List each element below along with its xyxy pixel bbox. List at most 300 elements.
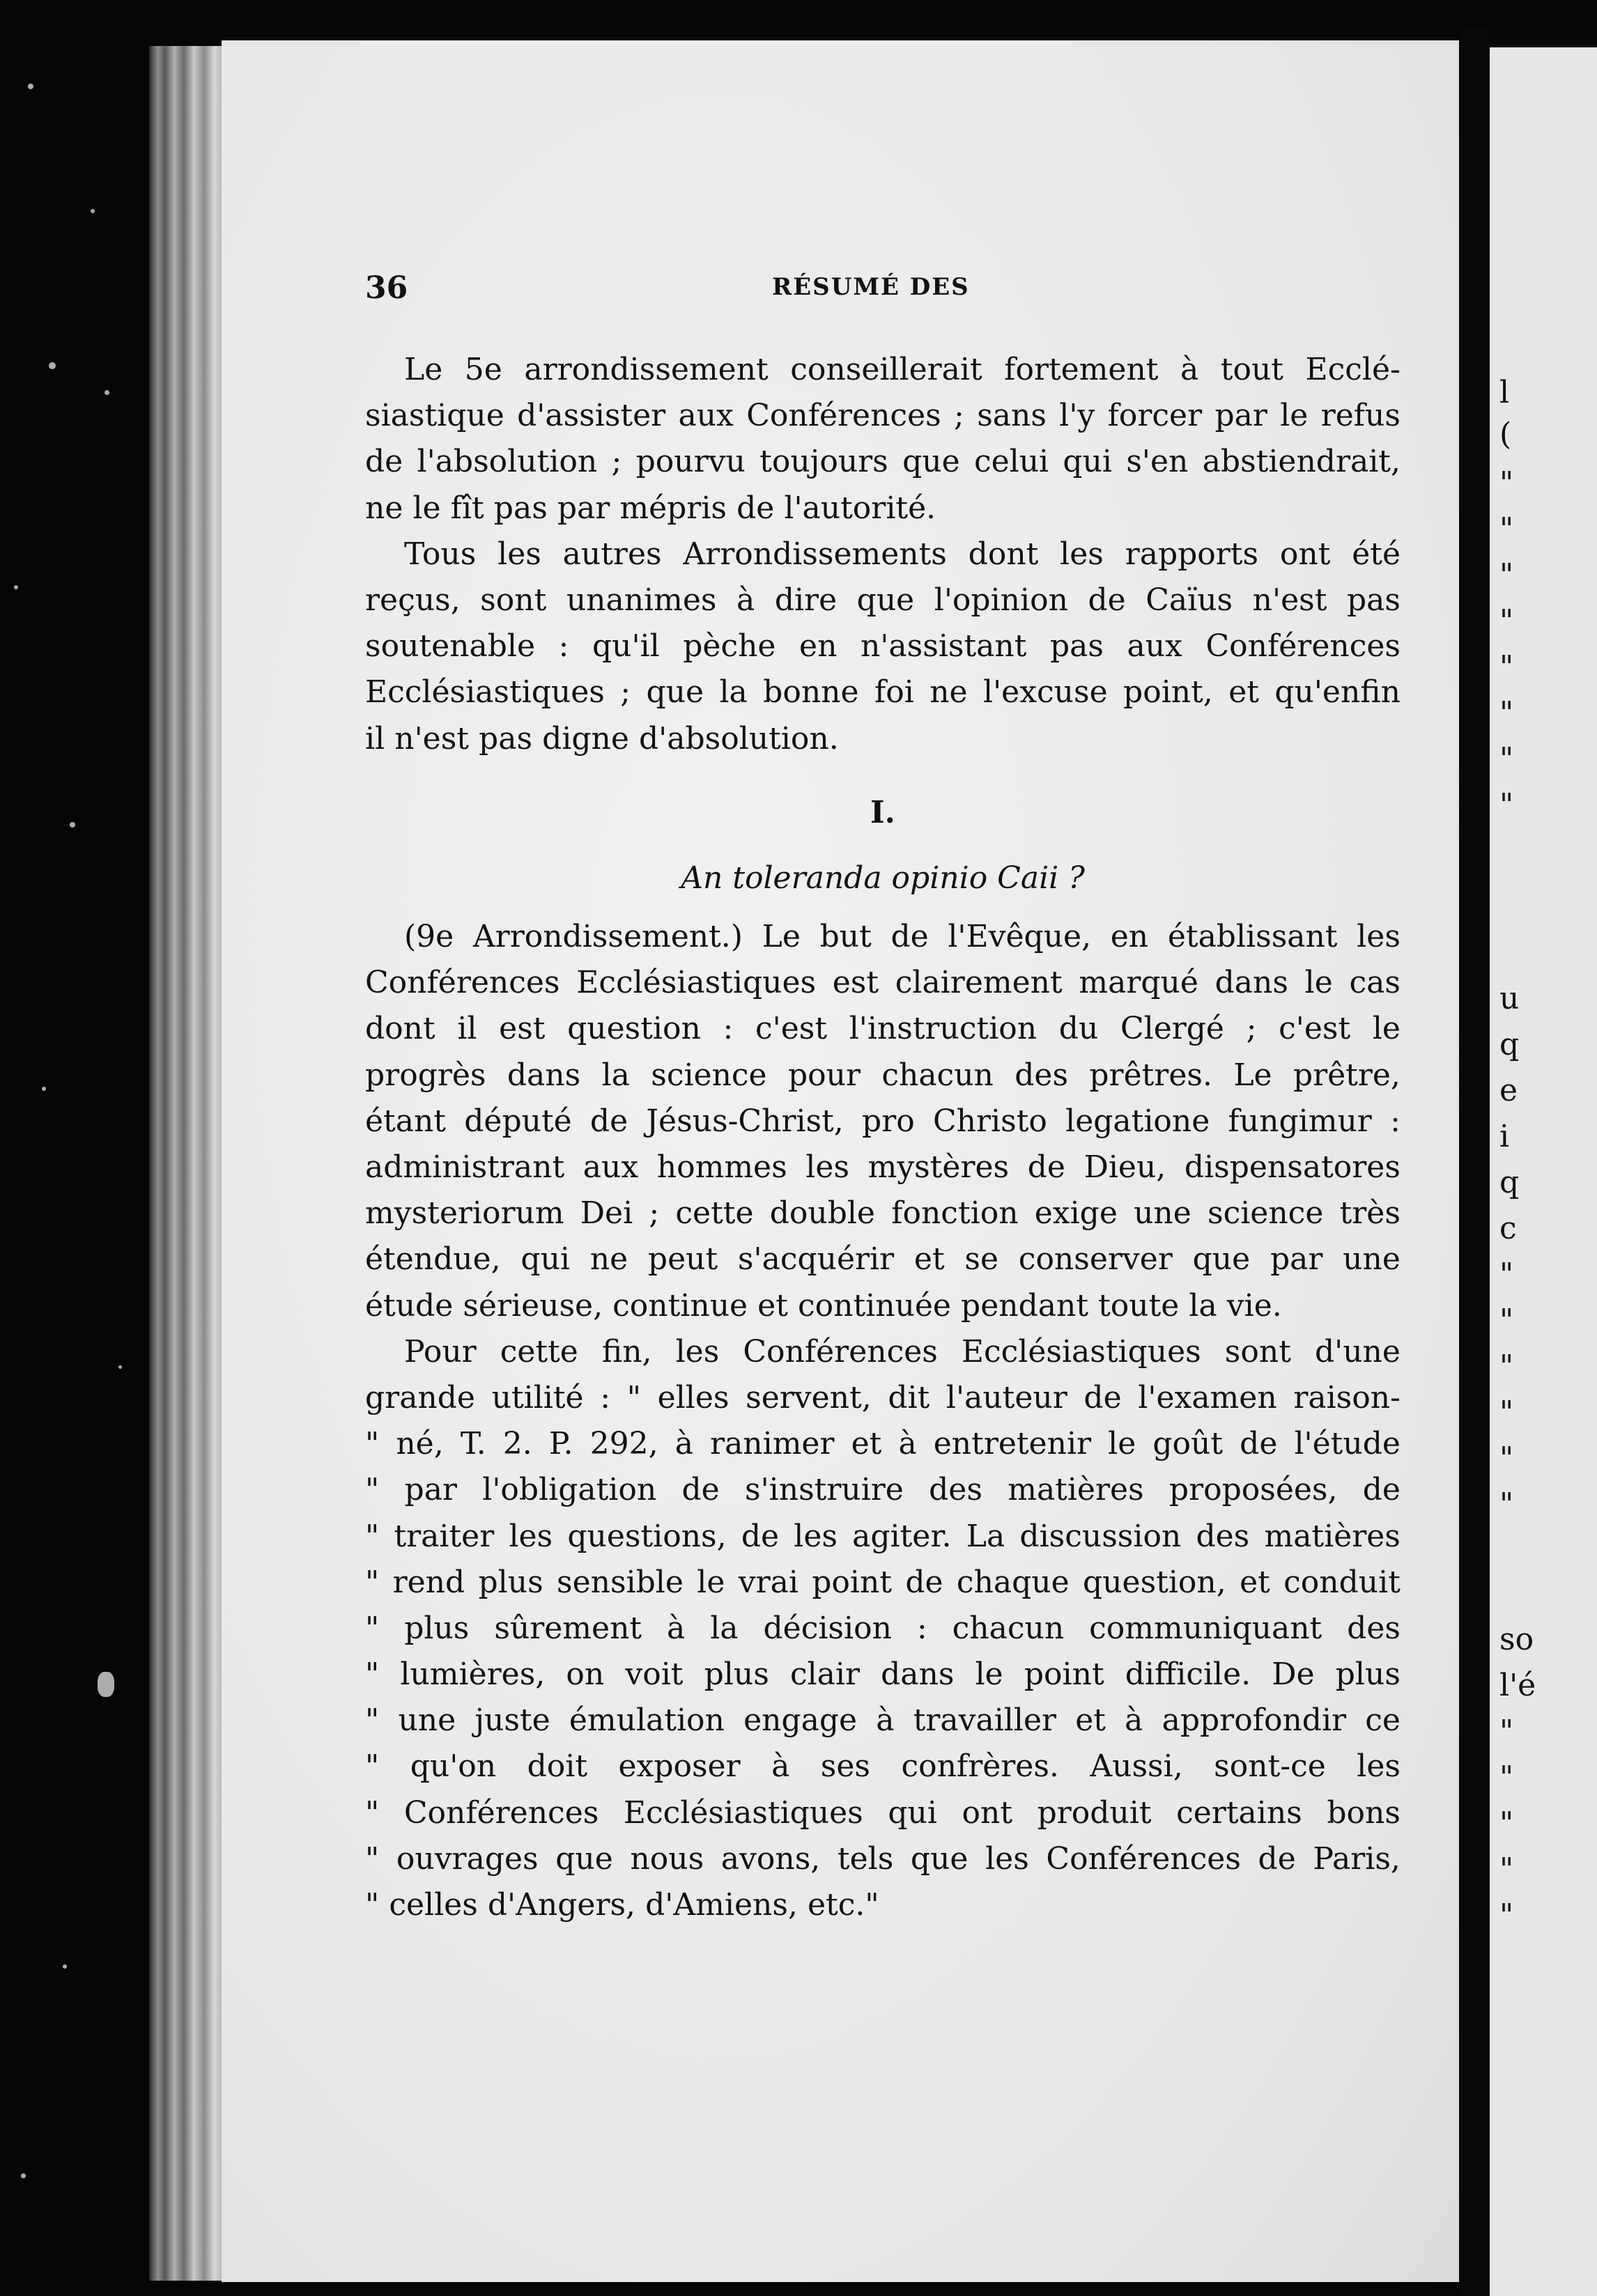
word: les [805,1149,849,1185]
word: toute [1098,1287,1180,1324]
word: exposer [618,1748,741,1785]
word: de [1088,582,1126,618]
word: ont [962,1794,1013,1831]
word: d'absolution. [638,720,839,757]
word: de [589,1103,628,1139]
word: prêtre, [1293,1057,1401,1093]
text-line [365,486,1401,532]
word: avons, [720,1840,821,1877]
word: la [1189,1287,1217,1324]
word: soutenable [365,628,535,665]
word: de [681,1472,720,1508]
word: administrant [365,1149,565,1185]
word: approfondir [1162,1702,1347,1739]
word: conserver [1018,1241,1173,1278]
facing-page-edge [1490,47,1597,2296]
word: sans [977,398,1047,434]
word: clairement [895,965,1063,1001]
word: exige [1034,1195,1118,1232]
word: à [876,1702,895,1739]
word: en [1110,919,1149,955]
word: dans [881,1657,955,1693]
section-title: An toleranda opinio Caii ? [681,860,1085,896]
word: fortement [1004,352,1159,387]
word: Conférences [365,965,560,1001]
word: question, [1083,1564,1226,1600]
word: Paris, [1313,1840,1401,1877]
word: ; [1246,1011,1257,1047]
word: chacun [881,1057,994,1093]
word: une [1343,1241,1401,1278]
word: ne [589,1241,628,1278]
facing-page-fragment: " [1499,1760,1514,1795]
word: ont [1279,536,1331,572]
word: produit [1037,1794,1152,1831]
word: Ecclésiastiques [365,674,605,711]
text-line [365,1698,1401,1744]
dust-speck [70,822,75,828]
word: Arrondissement.) [472,919,743,955]
page-header [222,270,1459,312]
text-line [365,1514,1401,1560]
word: plus [1335,1657,1401,1693]
binding-gutter [1459,28,1490,2296]
word: du [1058,1011,1099,1047]
word: pas [1346,582,1401,618]
text-line [365,1652,1401,1698]
word: tels [837,1840,894,1877]
word: des [1196,1518,1250,1554]
word: " [365,1472,380,1508]
word: par [404,1472,457,1508]
text-line [365,347,1401,393]
word: il [365,720,385,757]
word: d'Angers, [487,1887,636,1923]
word: par [1214,398,1267,434]
word: des [1347,1610,1401,1646]
text-line [365,393,1401,439]
word: qu'on [410,1748,497,1785]
word: juste [475,1702,550,1739]
word: est [499,1011,546,1047]
word: questions, [567,1518,727,1554]
word: que [856,582,915,618]
word: : [916,1610,927,1646]
word: de [736,490,775,526]
dust-speck [118,1365,122,1369]
section-number: I. [870,794,895,830]
word: dans [1214,965,1288,1001]
word: vrai [738,1564,798,1600]
word: Aussi, [1090,1748,1183,1785]
word: Conférences [1205,628,1401,665]
word: communiquant [1089,1610,1322,1646]
word: le [1372,1011,1401,1047]
word: à [1125,1702,1143,1739]
word: Arrondissements [683,536,947,572]
word: " [365,1657,380,1693]
word: les [1357,919,1401,955]
facing-page-fragment: l [1499,375,1510,410]
facing-page-fragment: so [1499,1622,1534,1657]
word: mysteriorum [365,1195,564,1232]
word: la [710,1610,739,1646]
facing-page-fragment: " [1499,1395,1514,1430]
text-line [365,532,1401,577]
word: lumières, [400,1657,546,1693]
word: bonne [763,674,859,711]
word: : [600,1379,611,1415]
word: rend [392,1564,465,1600]
word: les [509,1518,553,1554]
word: celles [389,1887,478,1923]
text-line [365,577,1401,623]
word: sérieuse, [463,1287,603,1324]
word: Ecclésiastiques [576,965,817,1001]
word: les [1357,1748,1401,1785]
word: ; [611,444,622,480]
paragraph [365,1329,1401,1928]
facing-page-fragment: " [1499,1257,1514,1292]
word: de [1240,1426,1278,1462]
word: ouvrages [396,1840,539,1877]
word: vie. [1226,1287,1282,1324]
word: forcer [1107,398,1203,434]
word: cette [500,1333,578,1370]
dust-speck [91,209,95,213]
text-line [365,914,1401,960]
word: à [771,1748,790,1785]
page-number: 36 [365,270,408,306]
word: legatione [1065,1103,1210,1139]
facing-page-fragment: u [1499,981,1520,1016]
word: fît [450,490,484,526]
facing-page-fragment: " [1499,1714,1514,1749]
word: d'Amiens, [645,1887,798,1923]
text-line [365,960,1401,1006]
text-line [365,1421,1401,1467]
word: né, [396,1426,444,1462]
word: tout [1220,352,1283,387]
word: Conférences [743,1333,938,1370]
word: doit [527,1748,588,1785]
word: et [913,1241,945,1278]
word: le [412,490,441,526]
word: certains [1176,1794,1302,1831]
word: clair [789,1657,860,1693]
word: ranimer [710,1426,835,1462]
word: décision [763,1610,892,1646]
text-line [365,1099,1401,1145]
text-line [365,1236,1401,1282]
facing-page-fragment: " [1499,1852,1514,1887]
dust-speck [14,585,18,589]
text-line [365,716,1401,762]
word: etc." [807,1887,879,1923]
text-line [365,1375,1401,1421]
word: reçus, [365,582,461,618]
word: pas [493,490,548,526]
word: l'étude [1294,1426,1401,1462]
text-line [365,1560,1401,1606]
word: entretenir [933,1426,1092,1462]
word: Christo [933,1103,1047,1139]
word: Dieu, [1083,1149,1166,1185]
word: peut [647,1241,718,1278]
word: La [966,1518,1005,1554]
text-line [365,1606,1401,1652]
word: pour [787,1057,861,1093]
word: aux [678,398,734,434]
word: " [365,1840,380,1877]
word: Le [1233,1057,1272,1093]
word: à [674,1426,693,1462]
word: pas [1049,628,1104,665]
facing-page-fragment: " [1499,741,1514,777]
word: que [910,1840,969,1877]
word: que [1192,1241,1251,1278]
word: unanimes [566,582,717,618]
word: grande [365,1379,475,1415]
word: " [365,1794,380,1831]
word: et [1075,1702,1106,1739]
word: Tous [404,536,477,572]
word: T. [460,1426,486,1462]
word: toujours [759,444,888,480]
dust-speck [28,84,33,89]
word: et [757,1287,788,1324]
word: " [365,1610,380,1646]
word: c'est [1279,1011,1351,1047]
word: plus [704,1657,769,1693]
word: pèche [683,628,776,665]
word: pro [862,1103,915,1139]
word: continuée [797,1287,951,1324]
word: " [365,1887,380,1923]
word: siastique [365,398,504,434]
word: l'auteur [946,1379,1067,1415]
word: et [851,1426,882,1462]
word: qui [888,1794,937,1831]
word: ne [929,674,968,711]
word: d'une [1314,1333,1401,1370]
facing-page-fragment: e [1499,1073,1518,1108]
word: : [1390,1103,1401,1139]
facing-page-fragment: " [1499,1898,1514,1933]
word: le [697,1564,725,1600]
paragraph [365,914,1401,1329]
word: l'examen [1138,1379,1277,1415]
word: hommes [656,1149,787,1185]
word: le [1108,1426,1136,1462]
word: Jésus-Christ, [646,1103,844,1139]
paragraph [365,532,1401,762]
word: voit [625,1657,684,1693]
book-page [222,40,1459,2282]
word: s'en [1126,444,1189,480]
word: la [601,1057,630,1093]
word: une [1134,1195,1191,1232]
word: de [905,1564,943,1600]
word: abstiendrait, [1202,444,1401,480]
word: par [1270,1241,1323,1278]
word: étendue, [365,1241,501,1278]
word: celui [973,444,1049,480]
word: dispensatores [1184,1149,1401,1185]
word: l'y [1059,398,1095,434]
word: bons [1327,1794,1401,1831]
word: pas [479,720,533,757]
word: De [1272,1657,1315,1693]
word: qu'enfin [1274,674,1401,711]
word: chaque [956,1564,1070,1600]
facing-page-fragment: " [1499,603,1514,639]
word: Ecclé- [1305,352,1401,387]
word: n'assistant [861,628,1027,665]
word: est [832,965,879,1001]
word: s'instruire [744,1472,904,1508]
facing-page-fragment: ( [1499,417,1512,452]
word: : [723,1011,734,1047]
word: de [365,444,403,480]
word: l'autorité. [784,490,936,526]
word: Conférences [746,398,941,434]
word: travailler [913,1702,1057,1739]
word: " [365,1748,380,1785]
word: de [1362,1472,1401,1508]
word: la [719,674,748,711]
word: cette [675,1195,754,1232]
word: l'instruction [849,1011,1037,1047]
facing-page-fragment: i [1499,1119,1510,1154]
word: Le [404,352,443,387]
word: chacun [952,1610,1065,1646]
word: cas [1349,965,1401,1001]
facing-page-fragment: l'é [1499,1668,1536,1703]
word: 292, [589,1426,658,1462]
text-line [365,623,1401,669]
word: les [497,536,541,572]
word: émulation [569,1702,725,1739]
page-body [365,347,1401,1928]
word: n'est [1252,582,1327,618]
word: " [365,1518,380,1554]
word: mystères [867,1149,1010,1185]
word: à [1180,352,1199,387]
word: l'obligation [482,1472,657,1508]
word: " [365,1426,380,1462]
word: prêtres. [1089,1057,1212,1093]
word: l'opinion [934,582,1068,618]
word: pourvu [635,444,746,480]
word: goût [1152,1426,1224,1462]
word: arrondissement [524,352,769,387]
word: marqué [1079,965,1198,1001]
word: ses [820,1748,870,1785]
word: " [626,1379,641,1415]
facing-page-fragment: " [1499,1441,1514,1476]
facing-page-fragment: q [1499,1165,1520,1200]
word: Ecclésiastiques [961,1333,1201,1370]
dust-speck [42,1087,46,1091]
word: l'excuse [983,674,1108,711]
dust-speck [49,362,56,369]
word: étude [365,1287,454,1324]
word: Dei [580,1195,633,1232]
word: sûrement [494,1610,642,1646]
word: de [890,919,929,955]
word: " [365,1702,380,1739]
dust-speck [98,1672,114,1697]
text-line [365,1053,1401,1099]
facing-page-fragment: " [1499,1349,1514,1384]
word: fin, [601,1333,652,1370]
word: aux [1127,628,1182,665]
word: conduit [1283,1564,1401,1600]
dust-speck [21,2173,26,2178]
word: les [985,1840,1029,1877]
word: de [1083,1379,1122,1415]
word: foi [874,674,914,711]
word: d'assister [517,398,666,434]
word: ; [954,398,964,434]
text-line [365,1744,1401,1790]
word: les [675,1333,720,1370]
word: par [557,490,610,526]
word: très [1339,1195,1401,1232]
word: continue [612,1287,748,1324]
word: sont [1224,1333,1291,1370]
word: Conférences [1046,1840,1241,1877]
text-line [365,1006,1401,1052]
text-line [365,1329,1401,1375]
word: à [736,582,755,618]
word: science [1208,1195,1324,1232]
word: étant [365,1103,446,1139]
word: il [457,1011,477,1047]
text-line [365,439,1401,485]
word: plus [404,1610,470,1646]
paragraph [365,347,1401,532]
word: rapports [1125,536,1259,572]
word: autres [562,536,662,572]
word: 5e [464,352,502,387]
word: confrères. [901,1748,1059,1785]
word: une [398,1702,456,1739]
word: Le [762,919,801,955]
word: Conférences [403,1794,599,1831]
word: que [555,1840,613,1877]
running-head: RÉSUMÉ DES [772,273,970,301]
word: établissant [1167,919,1338,955]
word: les [1060,536,1104,572]
word: que [646,674,704,711]
facing-page-fragment: " [1499,1487,1514,1522]
word: point [812,1564,893,1600]
word: " [365,1564,380,1600]
word: Caïus [1145,582,1233,618]
word: utilité [491,1379,584,1415]
word: en [799,628,838,665]
word: mépris [619,490,727,526]
word: question [567,1011,701,1047]
word: et [1228,674,1259,711]
word: 2. [502,1426,532,1462]
word: conseillerait [790,352,982,387]
facing-page-fragment: q [1499,1027,1520,1062]
word: difficile. [1125,1657,1251,1693]
facing-page-fragment: " [1499,511,1514,547]
